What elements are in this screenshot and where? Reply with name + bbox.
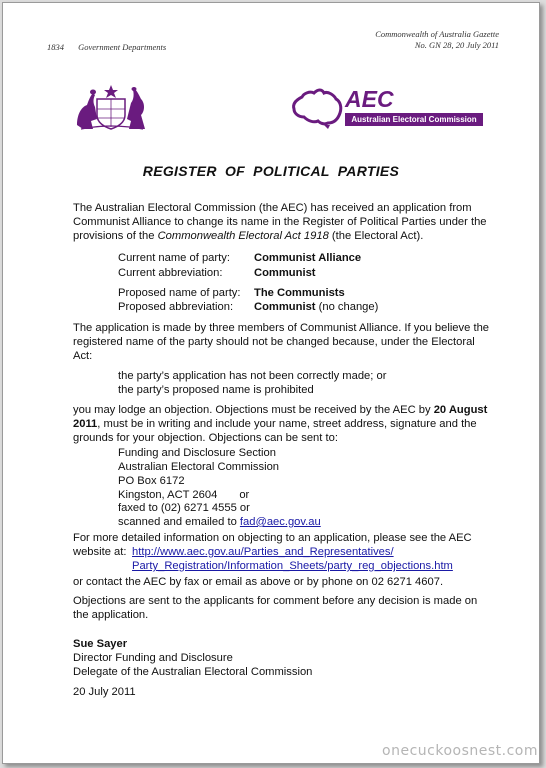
proposed-abbrev-value: Communist	[254, 301, 316, 313]
postal-address	[118, 446, 279, 502]
url-line[interactable]: http://www.aec.gov.au/Parties_and_Representatives/	[132, 546, 394, 558]
objection-paragraph	[73, 403, 493, 445]
current-name-row	[118, 251, 361, 265]
page-number: 1834	[47, 42, 64, 52]
section-name: Government Departments	[78, 42, 167, 52]
proposed-abbrev-label: Proposed abbreviation:	[118, 301, 234, 313]
document-date: 20 July 2011	[73, 686, 136, 698]
notice-paragraph: Objections are sent to the applicants for comment before any decision is made on the application.	[73, 595, 478, 621]
signatory-name: Sue Sayer	[73, 638, 128, 650]
objection-text: you may lodge an objection. Objections must be received by the AEC by	[73, 404, 434, 416]
address-or: or	[239, 489, 250, 501]
address-line: Australian Electoral Commission	[118, 461, 280, 473]
gazette-issue: No. GN 28, 20 July 2011	[414, 40, 499, 50]
header-right	[375, 29, 499, 51]
signatory-title: Delegate of the Australian Electoral Commission	[73, 666, 313, 678]
objection-text-end: , must be in writing and include your name, street address, signature and the grounds for your objection. Objections can be sent to:	[73, 418, 477, 444]
aec-logo-text: AEC	[345, 86, 394, 112]
act-name: Commonwealth Electoral Act 1918	[157, 230, 329, 242]
fax-line: faxed to (02) 6271 4555 or	[118, 502, 250, 514]
header-left	[47, 40, 166, 54]
objection-deadline: 20 August 2011	[73, 404, 488, 430]
current-name-value: Communist Alliance	[254, 252, 362, 264]
fax-email-block	[118, 501, 321, 529]
more-info-paragraph: For more detailed information on objecting to an application, please see the AEC website at:	[73, 532, 472, 558]
contact-alt-paragraph: or contact the AEC by fax or email as above or by phone on 02 6271 4607.	[73, 576, 444, 588]
intro-text: The Australian Electoral Commission (the AEC) has received an application from Communist Alliance to change its name in the Register of Political Parties under the provisions of the	[73, 202, 487, 242]
signatory-title: Director Funding and Disclosure	[73, 652, 233, 664]
application-paragraph: The application is made by three members of Communist Alliance. If you believe the registered name of the party should not be changed because, under the Electoral Act:	[73, 322, 490, 362]
proposed-name-value: The Communists	[254, 287, 345, 299]
signature-block	[73, 637, 312, 679]
gazette-name: Commonwealth of Australia Gazette	[375, 29, 499, 39]
current-abbrev-row	[118, 266, 316, 280]
coat-of-arms-icon	[71, 85, 151, 131]
objections-url-link[interactable]	[132, 545, 453, 573]
proposed-name-row	[118, 286, 345, 300]
page-title: REGISTER OF POLITICAL PARTIES	[142, 163, 400, 179]
current-abbrev-value: Communist	[254, 267, 316, 279]
address-line: Kingston, ACT 2604	[118, 489, 218, 501]
address-line: PO Box 6172	[118, 475, 185, 487]
proposed-name-label: Proposed name of party:	[118, 287, 241, 299]
reason-item: the party’s application has not been correctly made; or	[118, 370, 387, 382]
aec-logo-banner: Australian Electoral Commission	[345, 113, 483, 126]
watermark: onecuckoosnest.com	[382, 743, 538, 759]
reason-item: the party’s proposed name is prohibited	[118, 384, 314, 396]
gazette-page	[2, 2, 540, 764]
email-link[interactable]: fad@aec.gov.au	[239, 516, 321, 528]
proposed-abbrev-row	[118, 300, 378, 314]
email-prefix: scanned and emailed to	[118, 516, 240, 528]
current-abbrev-label: Current abbreviation:	[118, 267, 223, 279]
address-line: Funding and Disclosure Section	[118, 447, 276, 459]
current-name-label: Current name of party:	[118, 252, 230, 264]
proposed-abbrev-note: (no change)	[315, 301, 379, 313]
url-line[interactable]: Party_Registration/Information_Sheets/party_reg_objections.htm	[132, 560, 453, 572]
intro-paragraph	[73, 201, 493, 243]
intro-text-end: (the Electoral Act).	[328, 230, 424, 242]
